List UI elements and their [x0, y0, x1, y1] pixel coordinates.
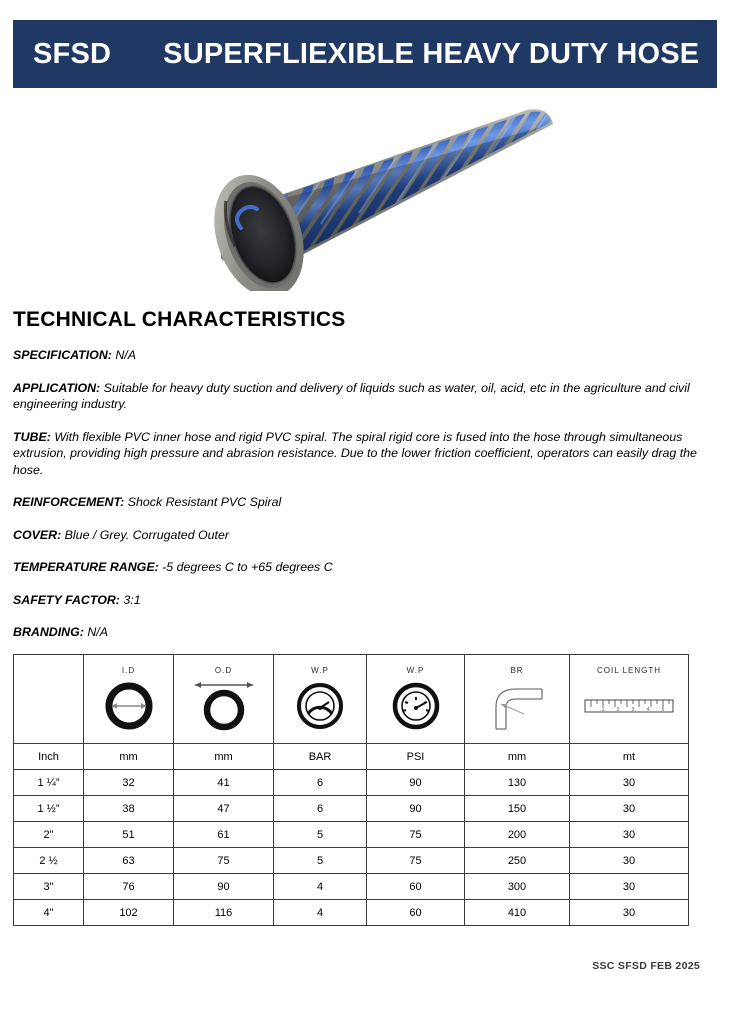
spec-value: Shock Resistant PVC Spiral: [127, 495, 282, 509]
spec-value: N/A: [115, 348, 137, 362]
spec-cover: [13, 527, 703, 544]
icon-cell-working-pressure-bar: [274, 655, 367, 744]
spec-label: SAFETY FACTOR:: [13, 592, 120, 607]
table-row: [14, 822, 689, 848]
spec-value: With flexible PVC inner hose and rigid PVC spiral. The spiral rigid core is fused into the hose through simultaneous extrusion, providing high pressure and abrasion resistance. Due to the lower friction coefficient, operators can easily drag the hose.: [13, 429, 697, 477]
table-row: [14, 848, 689, 874]
svg-text:5: 5: [661, 706, 665, 713]
cell-wp-bar: 6: [274, 796, 367, 822]
cell-wp-psi: 75: [367, 822, 465, 848]
cell-wp-bar: 6: [274, 770, 367, 796]
unit-cell: mm: [465, 744, 570, 770]
header-banner: [13, 20, 717, 88]
spec-label: SPECIFICATION:: [13, 348, 112, 362]
spec-label: COVER:: [13, 527, 62, 542]
table-row: [14, 796, 689, 822]
cell-wp-psi: 60: [367, 874, 465, 900]
unit-cell: BAR: [274, 744, 367, 770]
cell-od: 47: [174, 796, 274, 822]
spec-tube: [13, 429, 703, 479]
icon-caption: COIL LENGTH: [596, 665, 662, 675]
cell-size: 2": [14, 822, 84, 848]
icon-caption: I.D: [121, 665, 136, 675]
bend-radius-elbow-icon: [467, 678, 567, 734]
icon-caption: W.P: [311, 665, 329, 675]
cell-od: 61: [174, 822, 274, 848]
inner-diameter-ring-icon: [86, 678, 171, 734]
spec-value: -5 degrees C to +65 degrees C: [162, 560, 333, 574]
icon-cell-outer-diameter: [174, 655, 274, 744]
cell-wp-bar: 4: [274, 874, 367, 900]
cell-id: 32: [84, 770, 174, 796]
svg-text:1: 1: [601, 706, 605, 713]
cell-size: 4": [14, 900, 84, 926]
spec-safety-factor: [13, 592, 703, 609]
cell-coil-length: 30: [570, 822, 689, 848]
spec-specification: [13, 347, 703, 364]
unit-cell: PSI: [367, 744, 465, 770]
cell-wp-psi: 75: [367, 848, 465, 874]
spec-value: Blue / Grey. Corrugated Outer: [64, 527, 230, 542]
icon-cell-working-pressure-psi: [367, 655, 465, 744]
unit-cell: mm: [174, 744, 274, 770]
unit-cell: mt: [570, 744, 689, 770]
unit-cell: Inch: [14, 744, 84, 770]
spec-label: REINFORCEMENT:: [13, 495, 125, 509]
cell-br: 150: [465, 796, 570, 822]
icon-cell-inner-diameter: [84, 655, 174, 744]
cell-size: 1 ¼”: [14, 770, 84, 796]
product-code: SFSD: [33, 37, 112, 70]
table-icon-header-row: [14, 655, 689, 744]
table-units-row: [14, 744, 689, 770]
page-title: SUPERFLIEXIBLE HEAVY DUTY HOSE: [163, 37, 700, 70]
spec-label: TEMPERATURE RANGE:: [13, 560, 159, 574]
spec-label: BRANDING:: [13, 625, 84, 639]
spec-reinforcement: [13, 494, 703, 511]
unit-cell: mm: [84, 744, 174, 770]
svg-text:2: 2: [616, 706, 620, 713]
icon-cell-coil-length: [570, 655, 689, 744]
spec-value: 3:1: [123, 592, 141, 607]
cell-coil-length: 30: [570, 848, 689, 874]
cell-od: 75: [174, 848, 274, 874]
svg-text:3: 3: [631, 706, 635, 713]
cell-coil-length: 30: [570, 796, 689, 822]
cell-id: 102: [84, 900, 174, 926]
cell-id: 63: [84, 848, 174, 874]
cell-od: 41: [174, 770, 274, 796]
hose-illustration: [175, 96, 575, 291]
cell-id: 38: [84, 796, 174, 822]
section-heading: TECHNICAL CHARACTERISTICS: [13, 308, 346, 331]
cell-br: 130: [465, 770, 570, 796]
cell-size: 1 ½”: [14, 796, 84, 822]
product-photo: [175, 96, 575, 291]
cell-wp-psi: 90: [367, 796, 465, 822]
dimensions-table: [13, 654, 689, 926]
table-row: [14, 900, 689, 926]
table-row: [14, 770, 689, 796]
spec-label: APPLICATION:: [13, 380, 101, 395]
icon-caption: BR: [510, 665, 524, 675]
cell-coil-length: 30: [570, 900, 689, 926]
spec-application: [13, 380, 703, 413]
blank-icon: [16, 678, 81, 734]
cell-od: 90: [174, 874, 274, 900]
outer-diameter-ring-icon: [176, 678, 271, 734]
cell-wp-psi: 60: [367, 900, 465, 926]
cell-od: 116: [174, 900, 274, 926]
cell-coil-length: 30: [570, 770, 689, 796]
cell-wp-bar: 5: [274, 822, 367, 848]
cell-id: 76: [84, 874, 174, 900]
cell-wp-psi: 90: [367, 770, 465, 796]
icon-cell-blank: [14, 655, 84, 744]
cell-br: 200: [465, 822, 570, 848]
cell-size: 2 ½: [14, 848, 84, 874]
spec-branding: [13, 624, 703, 641]
cell-br: 300: [465, 874, 570, 900]
spec-temperature-range: [13, 559, 703, 576]
cell-br: 410: [465, 900, 570, 926]
icon-caption: [16, 665, 81, 676]
icon-caption: O.D: [214, 665, 233, 675]
spec-label: TUBE:: [13, 429, 51, 444]
cell-id: 51: [84, 822, 174, 848]
spec-value: N/A: [87, 625, 109, 639]
cell-br: 250: [465, 848, 570, 874]
cell-size: 3": [14, 874, 84, 900]
pressure-gauge-icon: [276, 678, 364, 734]
technical-characteristics-list: [13, 347, 703, 641]
pressure-gauge-icon: [369, 678, 462, 734]
icon-cell-bend-radius: [465, 655, 570, 744]
document-footer: SSC SFSD FEB 2025: [592, 960, 700, 972]
cell-wp-bar: 4: [274, 900, 367, 926]
spec-value: Suitable for heavy duty suction and delivery of liquids such as water, oil, acid, etc in the agriculture and civil engineering industry.: [13, 380, 690, 411]
svg-text:4: 4: [646, 706, 650, 713]
cell-coil-length: 30: [570, 874, 689, 900]
icon-caption: W.P: [406, 665, 425, 675]
table-row: [14, 874, 689, 900]
cell-wp-bar: 5: [274, 848, 367, 874]
ruler-icon: [572, 678, 686, 734]
